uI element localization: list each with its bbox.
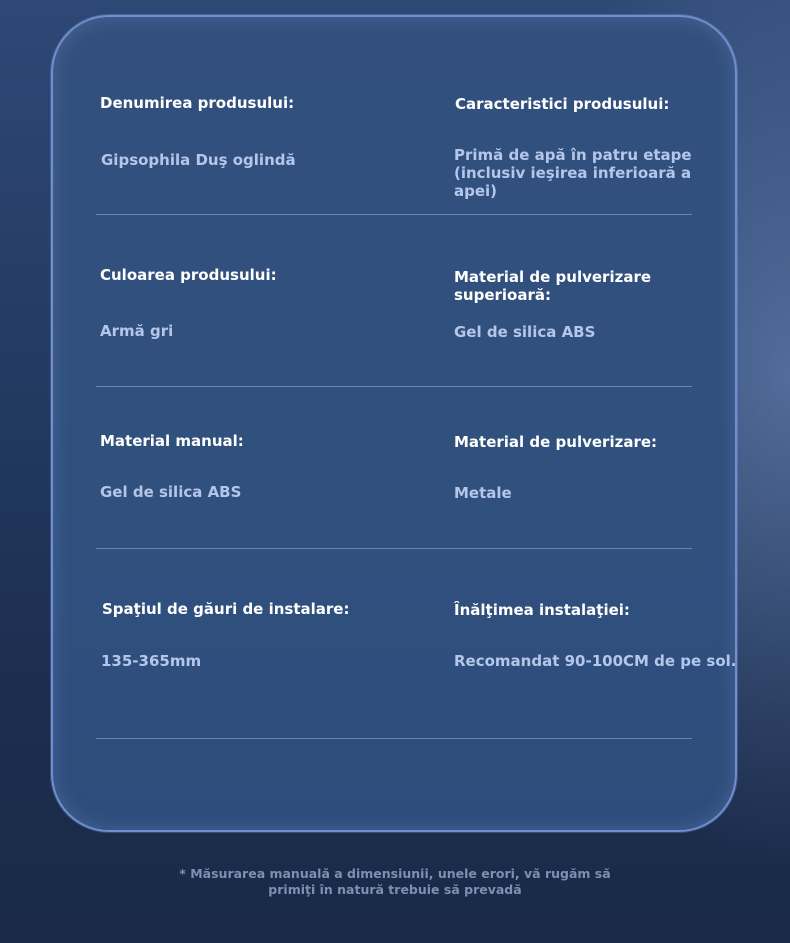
mounting-hole-spacing-value: 135-365mm bbox=[101, 652, 202, 670]
measurement-footnote bbox=[150, 866, 640, 898]
product-features-label: Caracteristici produsului: bbox=[455, 95, 670, 113]
row-divider bbox=[96, 214, 692, 215]
row-divider bbox=[96, 738, 692, 739]
product-name-value: Gipsophila Duş oglindă bbox=[101, 151, 296, 169]
product-name-label: Denumirea produsului: bbox=[100, 94, 295, 112]
spray-material-label: Material de pulverizare: bbox=[454, 433, 658, 451]
product-features-value-line3: apei) bbox=[454, 182, 498, 200]
product-color-value: Armă gri bbox=[100, 322, 174, 340]
mounting-hole-spacing-label: Spaţiul de găuri de instalare: bbox=[102, 600, 350, 618]
top-spray-material-label-line1: Material de pulverizare bbox=[454, 268, 652, 286]
spray-material-value: Metale bbox=[454, 484, 512, 502]
installation-height-label: Înălţimea instalaţiei: bbox=[454, 601, 630, 619]
top-spray-material-value: Gel de silica ABS bbox=[454, 323, 596, 341]
handle-material-value: Gel de silica ABS bbox=[100, 483, 242, 501]
footnote-line2: primiţi în natură trebuie să prevadă bbox=[268, 882, 522, 897]
product-features-value-line2: (inclusiv ieşirea inferioară a bbox=[454, 164, 692, 182]
spec-card bbox=[51, 15, 737, 832]
handle-material-label: Material manual: bbox=[100, 432, 244, 450]
row-divider bbox=[96, 386, 692, 387]
product-color-label: Culoarea produsului: bbox=[100, 266, 277, 284]
top-spray-material-label-line2: superioară: bbox=[454, 286, 552, 304]
installation-height-value: Recomandat 90-100CM de pe sol. bbox=[454, 652, 737, 670]
row-divider bbox=[96, 548, 692, 549]
product-features-value-line1: Primă de apă în patru etape bbox=[454, 146, 692, 164]
footnote-line1: * Măsurarea manuală a dimensiunii, unele erori, vă rugăm să bbox=[179, 866, 611, 881]
